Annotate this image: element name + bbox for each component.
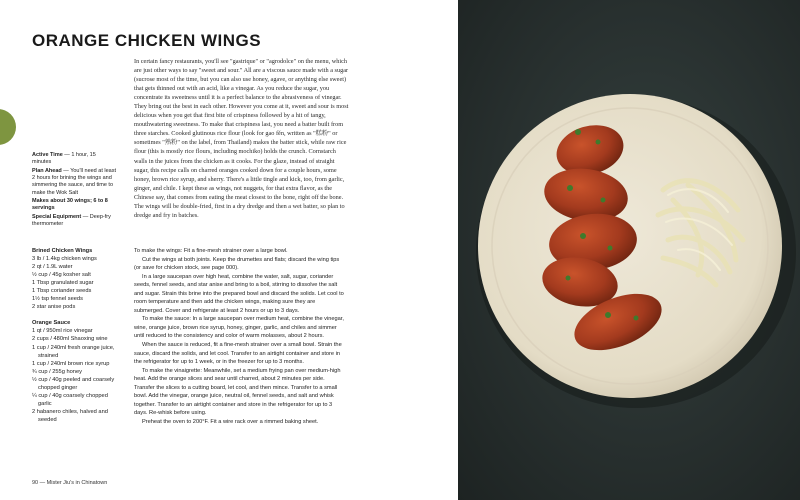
method-paragraph: To make the sauce: In a large saucepan over medium heat, combine the vinegar, wine, orange juice, brown rice syrup, honey, ginger, garlic, and chiles and simmer until reduced to the consistency and color of warm molasses, about 2 hours. (134, 316, 344, 340)
plan-ahead-value: — You'll need at least 2 hours for brining the wings and simmering the sauce, and time to make the Wok Salt (32, 167, 117, 196)
ingredient-group-brined (32, 247, 118, 311)
herb (567, 185, 573, 191)
ingredient-item: 1 cup / 240ml fresh orange juice, strained (32, 344, 115, 359)
herb (596, 140, 601, 145)
yield (32, 198, 116, 212)
ingredient-heading: Orange Sauce (32, 320, 71, 327)
recipe-meta (32, 152, 116, 230)
equipment-value: — Deep-fry thermometer (32, 214, 111, 228)
method-paragraph: In a large saucepan over high heat, combine the water, salt, sugar, coriander seeds, fennel seeds, and star anise and bring to a boil, stirring to dissolve the salt and sugar. Strain this brine into the prepared bowl and discard the solids. Let cool to room temperature and then add the chicken wings, making sure they are submerged. Cover and refrigerate at least 2 hours or up to 3 days. (134, 273, 344, 314)
ingredient-item: 2 cups / 480ml Shaoxing wine (32, 336, 108, 343)
ingredient-item: 3 lb / 1.4kg chicken wings (32, 256, 97, 263)
special-equipment (32, 214, 116, 228)
herb (566, 276, 571, 281)
ingredient-item: ½ cup / 45g kosher salt (32, 272, 91, 279)
method-paragraph: To make the wings: Fit a fine-mesh strainer over a large bowl. (134, 248, 288, 254)
ingredient-item: 1 Tbsp coriander seeds (32, 288, 92, 295)
herb (575, 129, 581, 135)
recipe-intro (134, 57, 350, 220)
method-paragraph: When the sauce is reduced, fit a fine-mesh strainer over a small bowl. Strain the sauce, discard the solids, and let cool. Transfer to an airtight container and store in the refrigerator for up to 1 week, or in the freezer for up to 3 months. (134, 342, 342, 366)
ingredient-item: 2 habanero chiles, halved and seeded (32, 408, 108, 423)
herb (608, 246, 613, 251)
ingredient-item: 2 qt / 1.9L water (32, 264, 73, 271)
plan-ahead (32, 168, 116, 197)
ingredient-item: 1 qt / 950ml rice vinegar (32, 328, 93, 335)
method-paragraph: Preheat the oven to 200°F. Fit a wire rack over a rimmed baking sheet. (142, 418, 319, 425)
method-paragraph: To make the vinaigrette: Meanwhile, set a medium frying pan over medium-high heat. Add the orange slices and sear until charred, about 2 minutes per side. Transfer the slices to a cutting board, let cool, and then mince. Transfer to a small bowl. Add the vinegar, orange juice, neutral oil, fennel seeds, and salt and whisk together. Transfer to an airtight container and store in the refrigerator for up to 3 days. Re-whisk before using. (134, 367, 341, 417)
food-photo (458, 0, 800, 500)
plan-ahead-label: Plan Ahead (32, 167, 62, 174)
ingredient-heading: Brined Chicken Wings (32, 248, 93, 254)
page-folio: 90 — Mister Jiu's in Chinatown (32, 480, 108, 486)
plate-illustration (458, 0, 800, 500)
herb (580, 233, 586, 239)
ingredient-item: 1 Tbsp granulated sugar (32, 280, 94, 287)
herb (601, 198, 606, 203)
yield-text: Makes about 30 wings; 6 to 8 servings (32, 198, 108, 212)
ingredients (32, 247, 118, 432)
active-time-label: Active Time (32, 152, 63, 158)
ingredient-group-sauce (32, 319, 118, 424)
method-paragraph: Cut the wings at both joints. Keep the drumettes and flats; discard the wing tips (or save for chicken stock, see page 000). (134, 256, 340, 272)
ingredient-item: ½ cup / 40g peeled and coarsely chopped ginger (32, 376, 115, 391)
herb (605, 312, 611, 318)
active-time-value: — 1 hour, 15 minutes (32, 152, 96, 166)
herb (634, 316, 639, 321)
ingredient-item: ¾ cup / 255g honey (32, 368, 82, 375)
recipe-title: ORANGE CHICKEN WINGS (32, 31, 262, 50)
ingredient-item: ¼ cup / 40g coarsely chopped garlic (32, 392, 108, 407)
intro-paragraph: In certain fancy restaurants, you'll see "gastrique" or "agrodolce" on the menu, which are just other ways to say "sweet and sour." All are a viscous sauce made with a sugar (sucrose most of the time, but you can also use honey, agave, or anything else sweet) that gets thinned out with an acid, like a vinegar. As you reduce the sugar, you concentrate its sweetness until it is a perfect balance to the abrasiveness of vinegar. They bring out the best in each other. However you come at it, sweet and sour is most delicious when you get that first bite of crispiness followed by a hit of tangy, mouthwatering sweetness. To make that crispiness last, you need a batter built from three starches. Cooked glutinous rice flour (look for gao fěn, written as "糕粉" or sometimes "熟粉" on the label, from Thailand) makes the batter stick, while raw rice flour (this is mostly rice flours, including mochiko) holds the crunch. Cornstarch walls in the juices from the chicken as it cooks. For the glaze, instead of straight sugar, this recipe calls on charred oranges cooked down for a couple hours, some honey, brown rice syrup, and sherry. There's a little tingle and kick, too, from garlic, ginger, and chile. I kept these as wings, not nuggets, for that extra flavor, as the Chinese say, that comes from eating the meat closest to the bone, right off the bone. The wings will be double-fried, first in a dry dredge and then a wet batter, so plan to dredge and fry in batches. (134, 58, 349, 219)
ingredient-item: 1½ tsp fennel seeds (32, 296, 83, 303)
chapter-tab-marker (0, 109, 16, 145)
active-time (32, 152, 116, 166)
method-steps (134, 247, 344, 426)
equipment-label: Special Equipment (32, 214, 82, 221)
ingredient-item: 1 cup / 240ml brown rice syrup (32, 360, 110, 367)
ingredient-item: 2 star anise pods (32, 304, 76, 311)
